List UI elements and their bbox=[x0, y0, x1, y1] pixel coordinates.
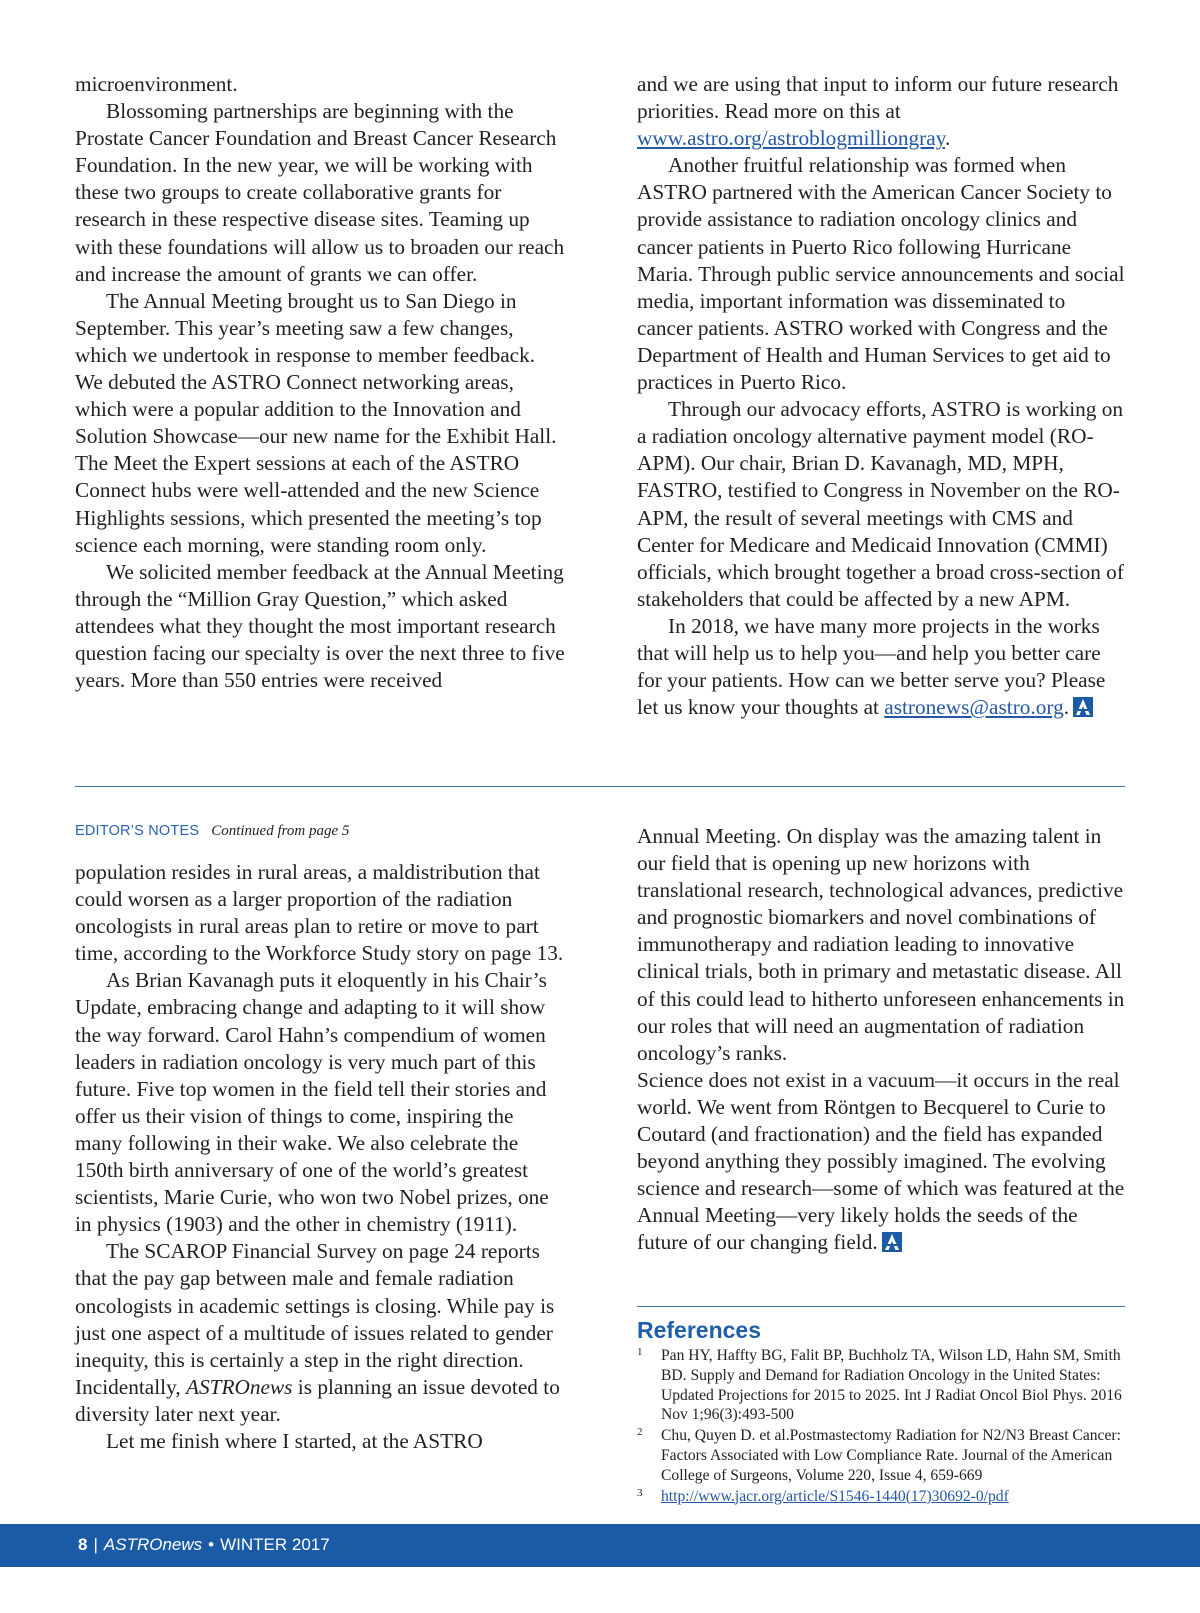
issue-label: WINTER 2017 bbox=[220, 1535, 330, 1554]
reference-item bbox=[637, 1487, 1127, 1507]
paragraph bbox=[75, 1238, 565, 1428]
footer-separator: | bbox=[93, 1535, 98, 1554]
references-divider bbox=[637, 1306, 1125, 1307]
bottom-right-column bbox=[637, 823, 1125, 1257]
reference-item bbox=[637, 1426, 1127, 1485]
astro-logo-icon bbox=[882, 1232, 902, 1252]
paragraph-text: and we are using that input to inform our future research priorities. Read more on this at bbox=[637, 72, 1119, 124]
bottom-left-column bbox=[75, 859, 565, 1455]
reference-number: 3 bbox=[637, 1486, 643, 1499]
publication-name: ASTROnews bbox=[185, 1374, 293, 1399]
paragraph-text: . bbox=[1063, 695, 1070, 720]
reference-text: Chu, Quyen D. et al.Postmastectomy Radiation for N2/N3 Breast Cancer: Factors Associated with Low Compliance Rate. Journal of the American College of Surgeons, Volume 220, Issue 4, 659-669 bbox=[661, 1427, 1121, 1484]
references-section bbox=[637, 1316, 1127, 1507]
publication-title: ASTROnews bbox=[103, 1535, 203, 1554]
paragraph bbox=[637, 1067, 1125, 1257]
top-right-column bbox=[637, 71, 1125, 721]
paragraph: Annual Meeting. On display was the amazing talent in our field that is opening up new horizons with translational research, technological advances, predictive and prognostic biomarkers and novel combinations of immunotherapy and radiation leading to innovative clinical trials, both in primary and metastatic disease. All of this could lead to hitherto unforeseen enhancements in our roles that will need an augmentation of radiation oncology’s ranks. bbox=[637, 824, 1125, 1065]
astronews-email-link[interactable]: astronews@astro.org bbox=[884, 695, 1064, 720]
reference-item bbox=[637, 1346, 1127, 1425]
page-number: 8 bbox=[78, 1535, 88, 1554]
section-divider bbox=[75, 786, 1125, 787]
section-tag: EDITOR’S NOTES bbox=[75, 823, 200, 839]
paragraph-text: The SCAROP Financial Survey on page 24 reports that the pay gap between male and female radiation oncologists in academic settings is closing. While pay is just one aspect of a multitude of issues related to gender inequity, this is certainly a step in the right direction. Incidentally, bbox=[75, 1239, 555, 1399]
paragraph-text: In 2018, we have many more projects in the works that will help us to help you—and help you better care for your patients. How can we better serve you? Please let us know your thoughts at bbox=[637, 613, 1106, 720]
astro-logo-icon bbox=[1073, 697, 1093, 717]
continued-note: Continued from page 5 bbox=[211, 823, 350, 839]
paragraph bbox=[637, 71, 1125, 152]
paragraph: microenvironment. bbox=[75, 72, 238, 96]
astroblog-link[interactable]: www.astro.org/astroblogmilliongray bbox=[637, 126, 945, 151]
page-footer bbox=[0, 1524, 1200, 1567]
reference-link[interactable]: http://www.jacr.org/article/S1546-1440(17)30692-0/pdf bbox=[661, 1487, 1009, 1505]
reference-number: 1 bbox=[637, 1346, 643, 1358]
paragraph-text: . bbox=[944, 126, 951, 151]
paragraph: Let me finish where I started, at the ASTRO bbox=[106, 1428, 483, 1453]
editors-notes-header bbox=[75, 823, 349, 840]
paragraph: The Annual Meeting brought us to San Diego in September. This year’s meeting saw a few changes, which we undertook in response to member feedback. We debuted the ASTRO Connect networking areas, which were a popular addition to the Innovation and Solution Showcase—our new name for the Exhibit Hall. The Meet the Expert sessions at each of the ASTRO Connect hubs were well-attended and the new Science Highlights sessions, which presented the meeting’s top science each morning, were standing room only. bbox=[75, 288, 557, 557]
paragraph-text: Science does not exist in a vacuum—it occurs in the real world. We went from Röntgen to Becquerel to Curie to Coutard (and fractionation) and the field has expanded beyond anything they possibly imagined. The evolving science and research—some of which was featured at the Annual Meeting—very likely holds the seeds of the future of our changing field. bbox=[637, 1067, 1125, 1255]
references-title: References bbox=[637, 1317, 762, 1343]
top-left-column bbox=[75, 71, 565, 694]
paragraph bbox=[637, 613, 1125, 721]
paragraph: population resides in rural areas, a maldistribution that could worsen as a larger proportion of the radiation oncologists in rural areas plan to retire or move to part time, according to the Workforce Study story on page 13. bbox=[75, 860, 564, 966]
paragraph: We solicited member feedback at the Annual Meeting through the “Million Gray Question,” which asked attendees what they thought the most important research question facing our specialty is over the next three to five years. More than 550 entries were received bbox=[75, 559, 565, 693]
paragraph: Through our advocacy efforts, ASTRO is working on a radiation oncology alternative payment model (RO-APM). Our chair, Brian D. Kavanagh, MD, MPH, FASTRO, testified to Congress in November on the RO-APM, the result of several meetings with CMS and Center for Medicare and Medicaid Innovation (CMMI) officials, which brought together a broad cross-section of stakeholders that could be affected by a new APM. bbox=[637, 397, 1124, 611]
paragraph: Another fruitful relationship was formed when ASTRO partnered with the American Cancer Society to provide assistance to radiation oncology clinics and cancer patients in Puerto Rico following Hurricane Maria. Through public service announcements and social media, important information was disseminated to cancer patients. ASTRO worked with Congress and the Department of Health and Human Services to get aid to practices in Puerto Rico. bbox=[637, 153, 1125, 395]
footer-text bbox=[78, 1535, 330, 1555]
footer-bullet: • bbox=[208, 1535, 215, 1554]
paragraph: As Brian Kavanagh puts it eloquently in his Chair’s Update, embracing change and adapting to it will show the way forward. Carol Hahn’s compendium of women leaders in radiation oncology is very much part of this future. Five top women in the field tell their stories and offer us their vision of things to come, inspiring the many following in their wake. We also celebrate the 150th birth anniversary of one of the world’s greatest scientists, Marie Curie, who won two Nobel prizes, one in physics (1903) and the other in chemistry (1911). bbox=[75, 968, 549, 1237]
reference-number: 2 bbox=[637, 1426, 643, 1439]
reference-text: Pan HY, Haffty BG, Falit BP, Buchholz TA, Wilson LD, Hahn SM, Smith BD. Supply and Demand for Radiation Oncology in the United States: Updated Projections for 2015 to 2025. Int J Radiat Oncol Biol Phys. 2016 Nov 1;96(3):493-500 bbox=[661, 1347, 1122, 1424]
paragraph: Blossoming partnerships are beginning with the Prostate Cancer Foundation and Breast Cancer Research Foundation. In the new year, we will be working with these two groups to create collaborative grants for research in these respective disease sites. Teaming up with these foundations will allow us to broaden our reach and increase the amount of grants we can offer. bbox=[75, 99, 565, 286]
paragraph-text: is planning an issue devoted to diversity later next year. bbox=[75, 1374, 560, 1426]
